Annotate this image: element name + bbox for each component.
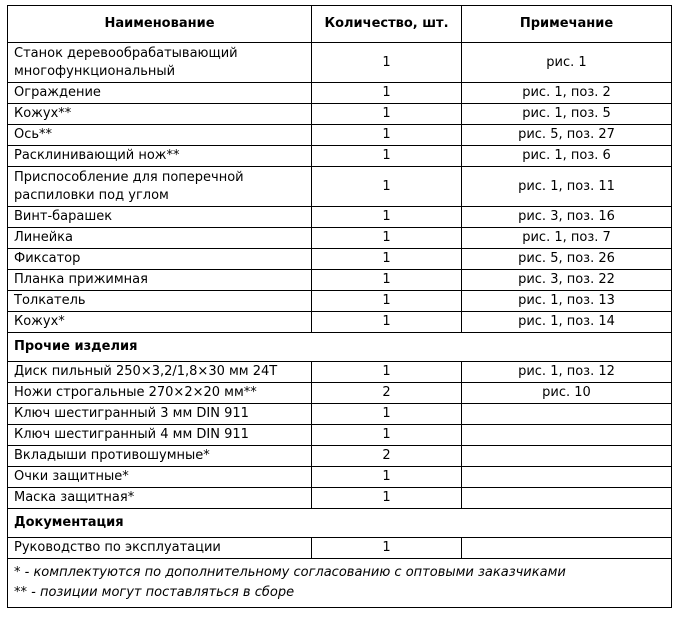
table-row — [8, 249, 672, 270]
cell-qty: 1 — [312, 43, 462, 83]
cell-qty: 1 — [312, 488, 462, 509]
cell-name: Планка прижимная — [8, 270, 312, 291]
header-quantity: Количество, шт. — [312, 6, 462, 43]
table-row — [8, 104, 672, 125]
cell-name: Очки защитные* — [8, 467, 312, 488]
cell-name: Ключ шестигранный 4 мм DIN 911 — [8, 425, 312, 446]
cell-name: Маска защитная* — [8, 488, 312, 509]
footnote-double-star: ** - позиции могут поставляться в сборе — [14, 585, 295, 600]
table-row — [8, 270, 672, 291]
header-name: Наименование — [8, 6, 312, 43]
section-row-other — [8, 333, 672, 362]
cell-qty: 1 — [312, 312, 462, 333]
cell-note: рис. 1, поз. 2 — [462, 83, 672, 104]
cell-qty: 1 — [312, 249, 462, 270]
table-row — [8, 43, 672, 83]
section-title-other: Прочие изделия — [8, 333, 672, 362]
cell-name: Станок деревообрабатывающий многофункциональный — [8, 43, 312, 83]
table-row — [8, 207, 672, 228]
cell-qty: 1 — [312, 83, 462, 104]
cell-note: рис. 1 — [462, 43, 672, 83]
cell-qty: 1 — [312, 146, 462, 167]
table-row — [8, 125, 672, 146]
cell-qty: 1 — [312, 270, 462, 291]
cell-qty: 1 — [312, 425, 462, 446]
cell-name: Толкатель — [8, 291, 312, 312]
cell-note — [462, 488, 672, 509]
cell-note: рис. 1, поз. 12 — [462, 362, 672, 383]
cell-note: рис. 1, поз. 7 — [462, 228, 672, 249]
table-row — [8, 146, 672, 167]
section-row-docs — [8, 509, 672, 538]
footnotes-row — [8, 559, 672, 608]
cell-qty: 1 — [312, 404, 462, 425]
cell-note: рис. 3, поз. 22 — [462, 270, 672, 291]
cell-name: Винт-барашек — [8, 207, 312, 228]
cell-name: Ограждение — [8, 83, 312, 104]
table-row — [8, 467, 672, 488]
cell-note: рис. 5, поз. 27 — [462, 125, 672, 146]
cell-name: Диск пильный 250×3,2/1,8×30 мм 24T — [8, 362, 312, 383]
table-row — [8, 312, 672, 333]
footnotes-cell — [8, 559, 672, 608]
cell-qty: 1 — [312, 538, 462, 559]
cell-name: Фиксатор — [8, 249, 312, 270]
cell-qty: 1 — [312, 291, 462, 312]
section-title-docs: Документация — [8, 509, 672, 538]
equipment-table — [7, 5, 672, 608]
cell-name: Кожух** — [8, 104, 312, 125]
table-row — [8, 425, 672, 446]
cell-note — [462, 467, 672, 488]
cell-note: рис. 1, поз. 14 — [462, 312, 672, 333]
cell-note — [462, 404, 672, 425]
table-row — [8, 291, 672, 312]
cell-qty: 1 — [312, 207, 462, 228]
table-row — [8, 446, 672, 467]
footnote-single-star: * - комплектуются по дополнительному согласованию с оптовыми заказчиками — [14, 565, 566, 580]
cell-name: Ключ шестигранный 3 мм DIN 911 — [8, 404, 312, 425]
table-row — [8, 383, 672, 404]
table-row — [8, 228, 672, 249]
cell-name: Ось** — [8, 125, 312, 146]
cell-note: рис. 1, поз. 11 — [462, 167, 672, 207]
cell-note: рис. 3, поз. 16 — [462, 207, 672, 228]
table-row — [8, 488, 672, 509]
cell-name: Приспособление для поперечной распиловки под углом — [8, 167, 312, 207]
cell-qty: 1 — [312, 104, 462, 125]
cell-note: рис. 1, поз. 6 — [462, 146, 672, 167]
table-row — [8, 83, 672, 104]
cell-note — [462, 538, 672, 559]
cell-note — [462, 446, 672, 467]
cell-qty: 1 — [312, 362, 462, 383]
cell-qty: 1 — [312, 167, 462, 207]
cell-name: Линейка — [8, 228, 312, 249]
table-row — [8, 404, 672, 425]
header-note: Примечание — [462, 6, 672, 43]
cell-qty: 1 — [312, 228, 462, 249]
cell-qty: 2 — [312, 383, 462, 404]
cell-name: Вкладыши противошумные* — [8, 446, 312, 467]
cell-note: рис. 5, поз. 26 — [462, 249, 672, 270]
cell-name: Ножи строгальные 270×2×20 мм** — [8, 383, 312, 404]
cell-name: Расклинивающий нож** — [8, 146, 312, 167]
table-row — [8, 167, 672, 207]
cell-name: Кожух* — [8, 312, 312, 333]
cell-qty: 1 — [312, 467, 462, 488]
cell-note: рис. 10 — [462, 383, 672, 404]
table-row — [8, 538, 672, 559]
header-row — [8, 6, 672, 43]
cell-note: рис. 1, поз. 5 — [462, 104, 672, 125]
cell-qty: 2 — [312, 446, 462, 467]
cell-qty: 1 — [312, 125, 462, 146]
table-row — [8, 362, 672, 383]
cell-name: Руководство по эксплуатации — [8, 538, 312, 559]
cell-note — [462, 425, 672, 446]
cell-note: рис. 1, поз. 13 — [462, 291, 672, 312]
